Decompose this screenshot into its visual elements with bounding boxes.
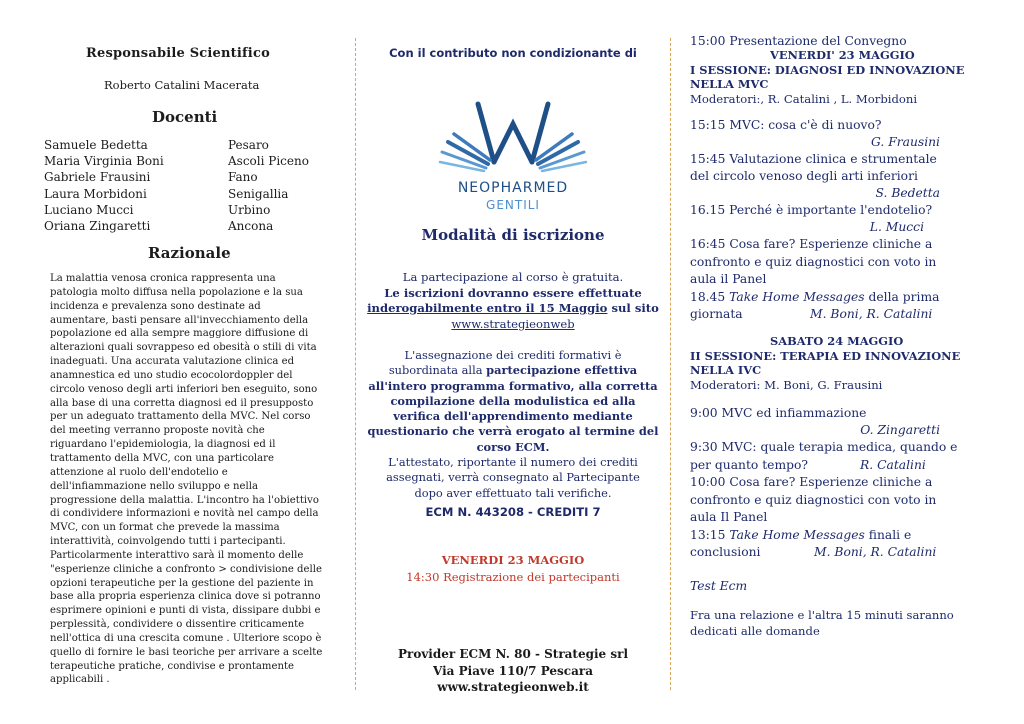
provider-site[interactable]: www.strategieonweb.it [437,680,589,694]
docente-row: Gabriele Frausini Fano [44,170,258,185]
docente-city: Ancona [228,218,274,233]
docenti-title: Docenti [152,108,218,126]
neopharmed-logo [428,96,598,216]
docenti-list [44,137,324,234]
docente-row: Luciano Mucci Urbino [44,202,271,217]
responsabile-name: Roberto Catalini Macerata [104,78,260,92]
site-link[interactable]: www.strategieonweb [451,316,575,331]
registrazione-line: 14:30 Registrazione dei partecipanti [406,570,620,584]
docente-city: Urbino [228,202,271,217]
iscrizione-block: La partecipazione al corso è gratuita. Le iscrizioni dovranno essere effettuate inderogabilmente entro il 15 Maggio sul sito www.strategieonweb [352,270,674,332]
razionale-title: Razionale [148,244,231,262]
column-middle [352,0,674,724]
venerdi-label: VENERDI 23 MAGGIO [441,553,585,567]
docente-city: Senigallia [228,186,289,201]
docente-row: Samuele Bedetta Pesaro [44,138,269,152]
logo-sub: GENTILI [486,198,540,212]
responsabile-title: Responsabile Scientifico [86,46,270,61]
sponsor-line: Con il contributo non condizionante di [389,46,637,60]
ecm-line: ECM N. 443208 - CREDITI 7 [425,505,601,519]
docente-city: Pesaro [228,138,269,152]
logo-fan-icon [428,96,598,176]
column-right [674,0,1024,724]
column-left [0,0,352,724]
razionale-text: La malattia venosa cronica rappresenta una patologia molto diffusa nella popolazione e la sua incidenza e prevalenza sono destinate ad aumentare, basti pensare all'invecchiamento della popolazione ed alla sempre maggiore diffusione di alterazioni quali sovrappeso ed obesità o stili di vita inadeguati. Una accurata valutazione clinica ed anamnestica ed uno studio ecocolordoppler del circolo venoso degli arti inferiori ben eseguito, sono alla base di una corretta diagnosi ed il presupposto per un adeguato trattamento della MVC. Nel corso del meeting verranno proposte novità che riguardano l'epidemiologia, la diagnosi ed il trattamento della MVC, con una particolare attenzione al ruolo dell'endotelio e dell'infiammazione nello sviluppo e nella progressione della malattia. L'incontro ha l'obiettivo di condividere informazioni e novità nel campo della MVC, con un format che prevede la massima interattività, coinvolgendo tutti i partecipanti. Particolarmente interattivo sarà il momento delle "esperienze cliniche a confronto > condivisione delle opzioni terapeutiche per la gestione del paziente in base alla propria esperienza clinica dove si potranno esprimere opinioni e punti di vista, dissipare dubbi e perplessità, condividere o dissentire criticamente nell'ottica di una crescita comune . Ulteriore scopo è quello di fornire le basi teoriche per arrivare a scelte terapeutiche pratiche, condivise e prontamente applicabili . [50,273,323,686]
docente-row: Maria Virginia Boni Ascoli Piceno [44,154,309,169]
docente-row: Oriana Zingaretti Ancona [44,218,274,233]
docente-city: Fano [228,170,258,185]
programma: 15:00 Presentazione del Convegno VENERDI' 23 MAGGIO I SESSIONE: DIAGNOSI ED INNOVAZIONE NELLA MVC Moderatori:, R. Catalini , L. Morbidoni 15:15 MVC: cosa c'è di nuovo? G. Frausini 15:45 Valutazione clinica e strumentale del circolo venoso degli arti inferiori S. Bedetta 16.15 Perché è importante l'endotelio? L. Mucci 16:45 Cosa fare? Esperienze cliniche a confronto e quiz diagnostici con voto in aula il Panel 18.45 Take Home Messages della prima giornata M. Boni, R. Catalini SABATO 24 MAGGIO II SESSIONE: TERAPIA ED INNOVAZIONE NELLA IVC Moderatori: M. Boni, G. Frausini 9:00 MVC ed infiammazione O. Zingaretti 9:30 MVC: quale terapia medica, quando e per quanto tempo? R. Catalini 10:00 Cosa fare? Esperienze cliniche a confronto e quiz diagnostici con voto in aula Il Panel 13:15 Take Home Messages finali e conclusioni M. Boni, R. Catalini Test Ecm Fra una relazione e l'altra 15 minuti saranno dedicati alle domande [690,34,965,638]
docente-row: Laura Morbidoni Senigallia [44,186,289,201]
docente-city: Ascoli Piceno [228,154,309,169]
provider-block: Provider ECM N. 80 - Strategie srl Via Piave 110/7 Pescara www.strategieonweb.it [352,646,674,696]
iscrizione-title: Modalità di iscrizione [421,226,605,244]
logo-name: NEOPHARMED [457,180,569,196]
crediti-block: L'assegnazione dei crediti formativi è subordinata alla partecipazione effettiva all'intero programma formativo, alla corretta compilazione della modulistica ed alla verifica dell'apprendimento mediante questionario che verrà erogato al termine del corso ECM. L'attestato, riportante il numero dei crediti assegnati, verrà consegnato al Partecipante dopo aver effettuato tali verifiche. [367,348,659,500]
